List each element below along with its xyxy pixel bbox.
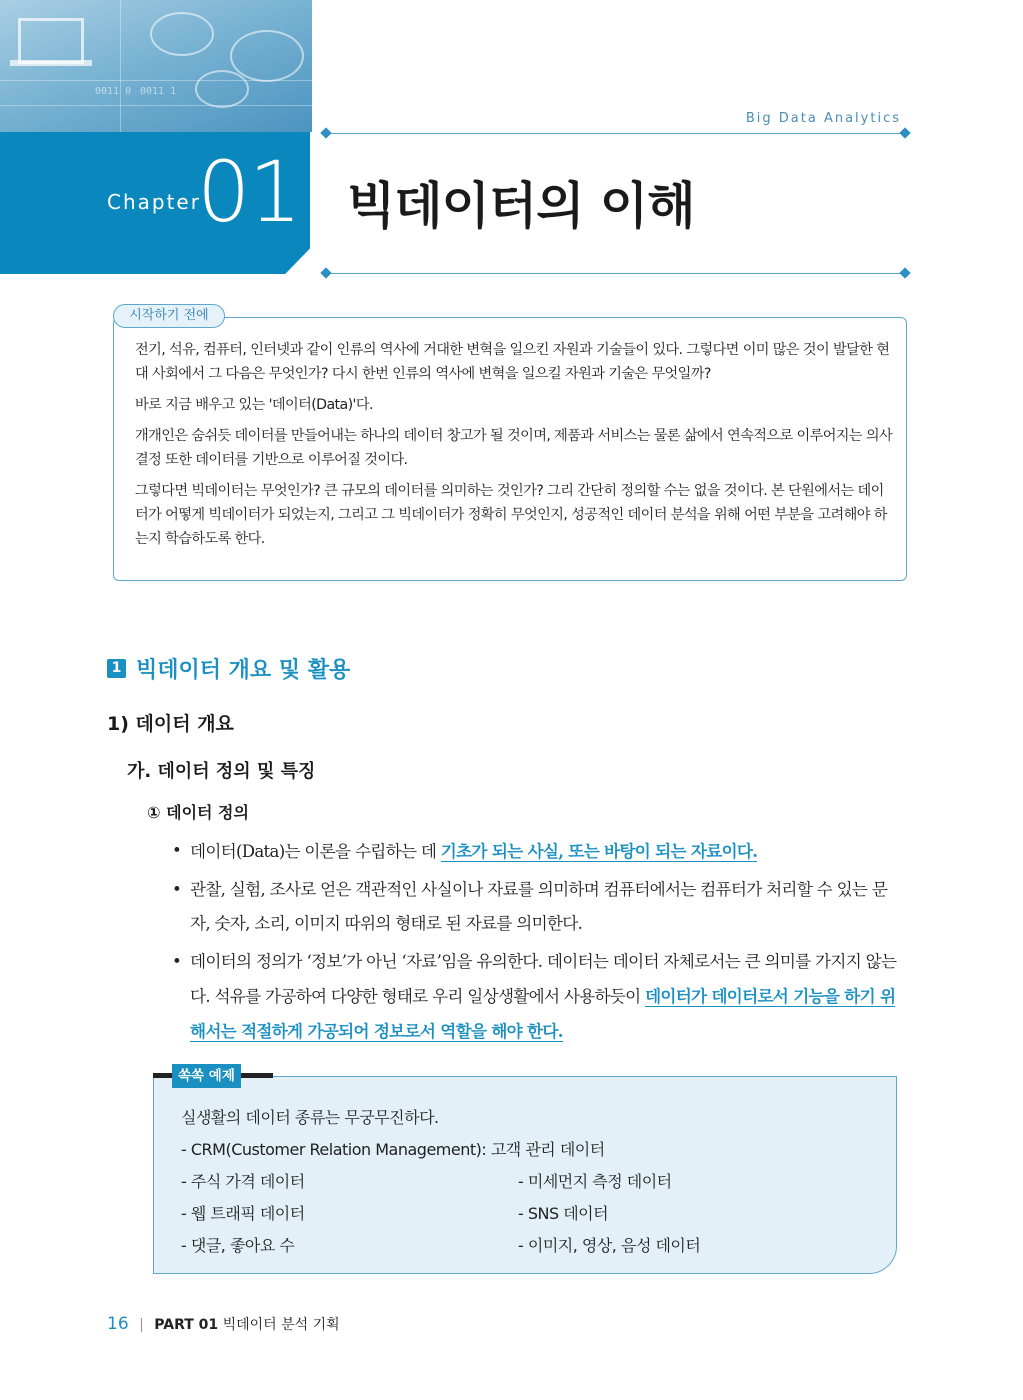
part-title: 빅데이터 분석 기획: [222, 1317, 340, 1333]
example-crm: - CRM(Customer Relation Management): 고객 관리 데이터: [181, 1140, 605, 1159]
book-title: Big Data Analytics: [745, 111, 901, 126]
intro-paragraph: 바로 지금 배우고 있는 '데이터(Data)'다.: [135, 397, 373, 413]
bullet-item: • 관찰, 실험, 조사로 얻은 객관적인 사실이나 자료를 의미하며 컴퓨터에서는 컴퓨터가 처리할 수 있는 문자, 숫자, 소리, 이미지 따위의 형태로 된 자료를 의미한다.: [170, 873, 902, 941]
bullet-item: • 데이터의 정의가 ‘정보’가 아닌 ‘자료’임을 유의한다. 데이터는 데이터 자체로서는 큰 의미를 가지지 않는다. 석유를 가공하여 다양한 형태로 우리 일상생활에서 사용하듯이 데이터가 데이터로서 기능을 하기 위해서는 적절하게 가공되어 정보로서 역할을 해야 한다.: [170, 945, 902, 1049]
chapter-number: 01: [197, 143, 300, 241]
top-rule: [326, 133, 906, 134]
bottom-rule: [326, 273, 906, 274]
laptop-icon: [18, 18, 84, 64]
rule-dot: [320, 267, 331, 278]
chapter-label: Chapter: [107, 190, 201, 214]
cloud-icon: [195, 70, 249, 108]
example-intro: 실생활의 데이터 종류는 무궁무진하다.: [181, 1108, 439, 1127]
intro-paragraph: 개개인은 숨쉬듯 데이터를 만들어내는 하나의 데이터 창고가 될 것이며, 제품과 서비스는 물론 삶에서 연속적으로 이루어지는 의사결정 또한 데이터를 기반으로 이루어질 것이다.: [135, 428, 893, 468]
page-number: 16: [107, 1314, 129, 1334]
subsubsection-heading: 가. 데이터 정의 및 특징: [127, 761, 316, 782]
intro-paragraph: 전기, 석유, 컴퓨터, 인터넷과 같이 인류의 역사에 거대한 변혁을 일으킨 자원과 기술들이 있다. 그렇다면 이미 많은 것이 발달한 현대 사회에서 그 다음은 무엇인가? 다시 한번 인류의 역사에 변혁을 일으킬 자원과 기술은 무엇일까?: [135, 342, 890, 382]
bullet-item: • 데이터(Data)는 이론을 수립하는 데 기초가 되는 사실, 또는 바탕이 되는 자료이다.: [170, 834, 902, 869]
example-row: - 댓글, 좋아요 수 - 이미지, 영상, 음성 데이터: [181, 1236, 701, 1255]
rule-dot: [899, 127, 910, 138]
example-label: 쏙쏙 예제: [172, 1064, 241, 1088]
cloud-icon: [150, 12, 214, 56]
highlighted-text: 데이터가 데이터로서 기능을 하기 위해서는 적절하게 가공되어 정보로서 역할을 해야 한다.: [190, 986, 896, 1041]
example-content: [181, 1102, 881, 1262]
example-row: - 웹 트래픽 데이터 - SNS 데이터: [181, 1204, 609, 1223]
footer-separator: |: [139, 1317, 144, 1333]
example-row: - 주식 가격 데이터 - 미세먼지 측정 데이터: [181, 1172, 672, 1191]
page-footer: [107, 1314, 340, 1334]
intro-text: [135, 338, 895, 558]
chapter-title: 빅데이터의 이해: [347, 177, 695, 235]
rule-dot: [320, 127, 331, 138]
chapter-banner-image: 0011 0 0011 1: [0, 0, 312, 132]
item-heading: ① 데이터 정의: [147, 803, 249, 822]
definition-bullets: [170, 834, 902, 1053]
intro-paragraph: 그렇다면 빅데이터는 무엇인가? 큰 규모의 데이터를 의미하는 것인가? 그리 간단히 정의할 수는 없을 것이다. 본 단원에서는 데이터가 어떻게 빅데이터가 되었는지, 그리고 그 빅데이터가 정확히 무엇인지, 성공적인 데이터 분석을 위해 어떤 부분을 고려해야 하는지 학습하도록 한다.: [135, 483, 887, 547]
cloud-icon: [230, 30, 304, 82]
section-title: 빅데이터 개요 및 활용: [136, 658, 351, 683]
highlighted-text: 기초가 되는 사실, 또는 바탕이 되는 자료이다.: [440, 841, 758, 861]
intro-tab-label: 시작하기 전에: [113, 304, 225, 328]
section-number-badge: 1: [107, 659, 126, 678]
subsection-heading: 1) 데이터 개요: [107, 713, 234, 735]
part-label: PART 01: [154, 1317, 219, 1333]
rule-dot: [899, 267, 910, 278]
